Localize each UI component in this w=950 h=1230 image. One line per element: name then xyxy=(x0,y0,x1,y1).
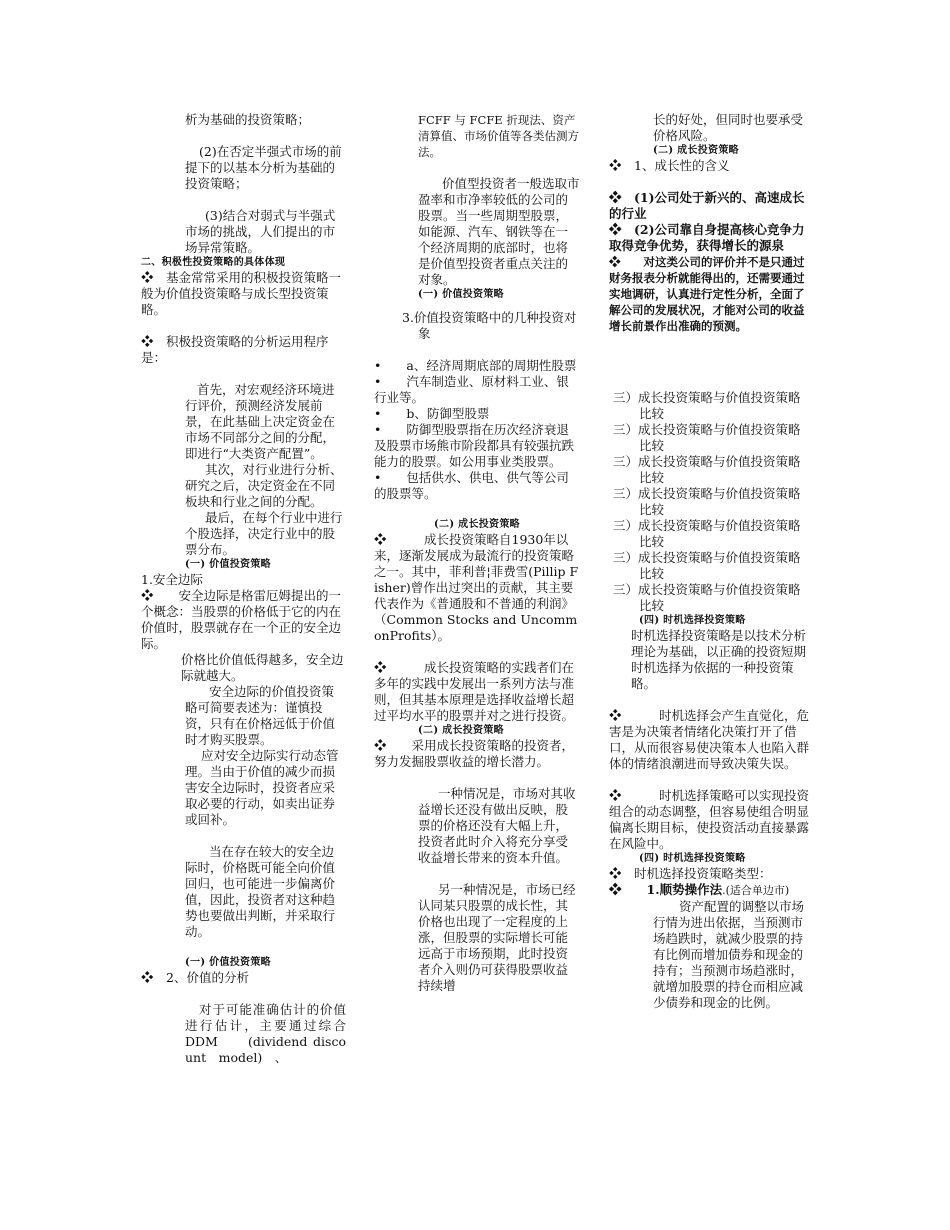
paragraph: 首先，对宏观经济环境进行评价，预测经济发展前景，在此基础上决定资金在市场不同部分之间的分配，即进行“大类资产配置”。 xyxy=(185,382,336,461)
paragraph: 长的好处，但同时也要承受价格风险。 xyxy=(653,112,804,143)
section-heading: (一) 价值投资策略 xyxy=(185,559,271,570)
paragraph: 应对安全边际实行动态管理。当由于价值的减少而损害安全边际时，投资者应采取必要的行动，如卖出证券或回补。 xyxy=(185,748,339,827)
paragraph: 一种情况是，市场对其收益增长还没有做出反映，股票的价格还没有大幅上升，投资者此时介入将充分享受收益增长带来的资本升值。 xyxy=(418,786,576,865)
bullet-item: • 防御型股票指在历次经济衰退及股票市场熊市阶段都具有较强抗跌能力的股票。如公用事业类股票。 xyxy=(374,422,575,469)
paragraph: 其次，对行业进行分析、研究之后，决定资金在不同板块和行业之间的分配。 xyxy=(185,462,343,509)
comparison-heading: 三）成长投资策略与价值投资策略比较 xyxy=(613,486,801,517)
comparison-heading: 三）成长投资策略与价值投资策略比较 xyxy=(613,518,801,549)
paragraph: 对于可能准确估计的价值进行估计，主要通过综合 DDM (dividend discount model) 、 xyxy=(185,1002,372,1065)
paragraph: 析为基础的投资策略； xyxy=(185,112,311,127)
bullet-item: • a、经济周期底部的周期性股票 xyxy=(374,358,577,373)
comparison-heading: 三）成长投资策略与价值投资策略比较 xyxy=(613,550,801,581)
paragraph: 最后，在每个行业中进行个股选择，决定行业中的股票分布。 xyxy=(185,510,343,557)
paragraph: (3)结合对弱式与半强式市场的挑战，人们提出的市场异常策略。 xyxy=(185,208,336,255)
bullet-paragraph: ❖ 对这类公司的评价并不是只通过财务报表分析就能得出的，还需要通过实地调研，认真进行定性分析，全面了解公司的发展状况，才能对公司的收益增长前景作出准确的预测。 xyxy=(609,255,805,333)
bullet-paragraph: ❖ 积极投资策略的分析运用程序是： xyxy=(141,334,329,365)
subheading: 3.价值投资策略中的几种投资对象 xyxy=(402,310,577,341)
section-heading: (四) 时机选择投资策略 xyxy=(639,853,746,864)
bullet-item: • 包括供水、供电、供气等公司的股票等。 xyxy=(374,470,569,501)
bullet-paragraph: ❖ 1、成长性的含义 xyxy=(609,158,730,173)
bullet-prefix: ❖ 1. xyxy=(609,882,660,897)
bullet-paragraph: ❖ 时机选择投资策略类型： xyxy=(609,866,772,881)
bullet-paragraph: ❖ 时机选择会产生直觉化，危害是为决策者情绪化决策打开了借口，从而很容易使决策本人也陷入群体的情绪浪潮进而导致决策失误。 xyxy=(609,708,810,771)
section-heading: (二) 成长投资策略 xyxy=(418,725,504,736)
paragraph: 价值型投资者一般选取市盈率和市净率较低的公司的股票。当一些周期型股票，如能源、汽车、钢铁等在一个经济周期的底部时，也将是价值型投资者重点关注的对象。 xyxy=(418,176,580,287)
paragraph: 当在存在较大的安全边际时，价格既可能全向价值回归，也可能进一步偏离价值，因此，投资者对这种趋势也要做出判断，并采取行动。 xyxy=(185,844,336,939)
comparison-heading: 三）成长投资策略与价值投资策略比较 xyxy=(613,582,801,613)
bullet-item: • 汽车制造业、原材料工业、银行业等。 xyxy=(374,374,569,405)
comparison-heading: 三）成长投资策略与价值投资策略比较 xyxy=(613,422,801,453)
paragraph: 资产配置的调整以市场行情为进出依据，当预测市场趋跌时，就减少股票的持有比例而增加债券和现金的持有；当预测市场趋涨时，就增加股票的持仓而相应减少债券和现金的比例。 xyxy=(653,899,805,1010)
bullet-paragraph: ❖ 成长投资策略自1930年以来，逐渐发展成为最流行的投资策略之一。其中，菲利普¦菲费雪(Pillip Fisher)曾作出过突出的贡献，其主要代表作为《普通股和不普通的利润》（Common Stocks and UncommonProfits）。 xyxy=(374,532,579,643)
paragraph: 安全边际的价值投资策略可简要表述为：谨慎投资，只有在价格远低于价值时才购买股票。 xyxy=(185,684,336,747)
subheading: 1.安全边际 xyxy=(141,572,203,587)
bullet-item: • b、防御型股票 xyxy=(374,406,490,421)
section-heading: (一) 价值投资策略 xyxy=(185,957,271,968)
bullet-paragraph: ❖ 基金常常采用的积极投资策略一般为价值投资策略与成长型投资策略。 xyxy=(141,270,342,317)
paragraph: 时机选择投资策略是以技术分析理论为基础，以正确的投资短期时机选择为依据的一种投资策略。 xyxy=(631,628,807,691)
bullet-paragraph xyxy=(609,882,809,899)
method-name: 顺势操作法 xyxy=(659,882,723,897)
column-3 xyxy=(609,112,809,1011)
bullet-paragraph: ❖ 成长投资策略的实践者们在多年的实践中发展出一系列方法与准则，但其基本原理是选择收益增长超过平均水平的股票并对之进行投资。 xyxy=(374,660,575,723)
paragraph: (2)在否定半强式市场的前提下的以基本分析为基础的投资策略； xyxy=(185,144,342,191)
section-heading: (一) 价值投资策略 xyxy=(418,289,504,300)
comparison-heading: 三）成长投资策略与价值投资策略比较 xyxy=(613,390,801,421)
section-heading: (二) 成长投资策略 xyxy=(653,145,739,156)
method-note: .(适合单边市) xyxy=(722,884,790,897)
bullet-paragraph: ❖ 2、价值的分析 xyxy=(141,970,249,985)
section-heading: (二) 成长投资策略 xyxy=(434,519,520,530)
bullet-paragraph: ❖ 采用成长投资策略的投资者，努力发掘股票收益的增长潜力。 xyxy=(374,738,575,769)
bullet-paragraph: ❖ (2)公司靠自身提高核心竞争力取得竞争优势，获得增长的源泉 xyxy=(609,222,805,253)
section-heading: (四) 时机选择投资策略 xyxy=(639,615,746,626)
column-2 xyxy=(374,112,580,994)
bullet-paragraph: ❖ 时机选择策略可以实现投资组合的动态调整，但容易使组合明显偏离长期目标，使投资活动直接暴露在风险中。 xyxy=(609,788,810,851)
paragraph: 价格比价值低得越多，安全边际就越大。 xyxy=(181,652,344,683)
paragraph: FCFF 与 FCFE 折现法、资产清算值、市场价值等各类估测方法。 xyxy=(418,113,579,159)
bullet-paragraph: ❖ 安全边际是格雷厄姆提出的一个概念：当股票的价格低于它的内在价值时，股票就存在一个正的安全边际。 xyxy=(141,588,342,651)
comparison-heading: 三）成长投资策略与价值投资策略比较 xyxy=(613,454,801,485)
section-heading: 二、积极性投资策略的具体体现 xyxy=(141,257,286,268)
paragraph: 另一种情况是，市场已经认同某只股票的成长性，其价格也出现了一定程度的上涨，但股票的实际增长可能远高于市场预期，此时投资者介入则仍可获得股票收益持续增 xyxy=(418,882,576,993)
bullet-paragraph: ❖ (1)公司处于新兴的、高速成长的行业 xyxy=(609,190,805,221)
column-1 xyxy=(141,112,372,1066)
